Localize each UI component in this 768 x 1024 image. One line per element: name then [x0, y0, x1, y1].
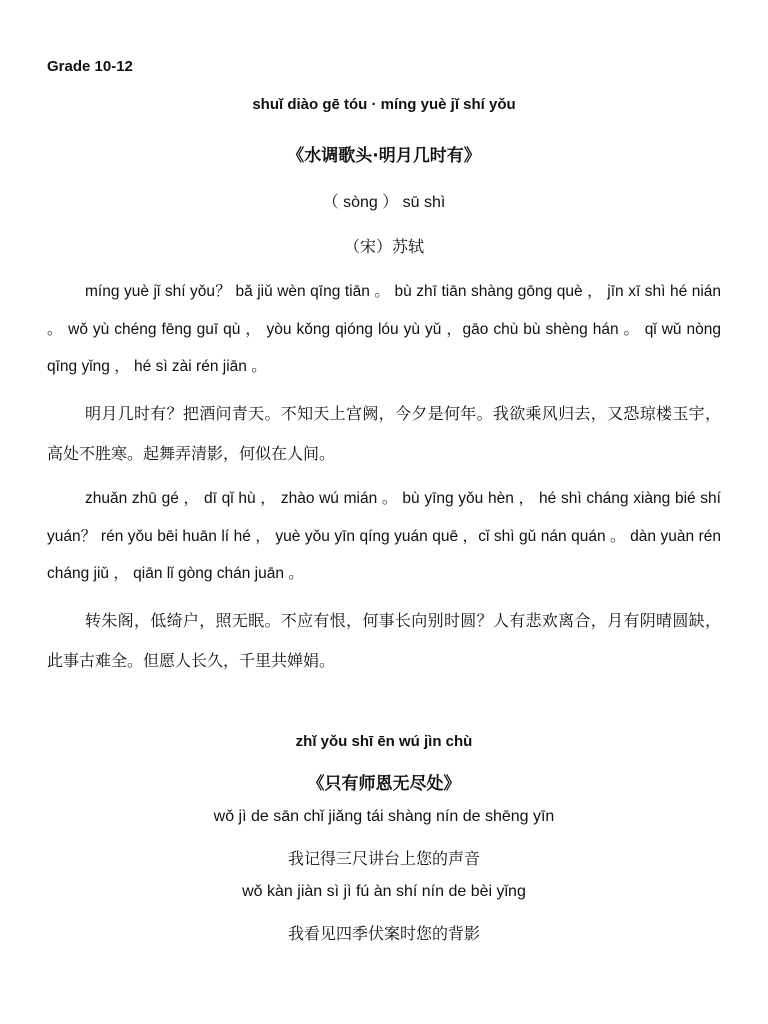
poem1-stanza1-text: 明月几时有？把酒问青天。不知天上宫阙，今夕是何年。我欲乘风归去，又恐琼楼玉宇，高处不胜寒。起舞弄清影，何似在人间。 — [47, 404, 721, 463]
poem2-line-text: 我看见四季伏案时您的背影 — [287, 924, 480, 943]
poem2-line-pinyin: wǒ jì de sān chǐ jiǎng tái shàng nín de shēng yīn — [213, 808, 555, 825]
poem1-stanza1-pinyin: míng yuè jǐ shí yǒu？ bǎ jiǔ wèn qīng tiān 。 bù zhī tiān shàng gōng què ， jīn xī shì hé nián 。 wǒ yù chéng fēng guī qù ， yòu kǒng qióng lóu yù yǔ ，gāo chù bù shèng hán 。 qǐ wǔ nòng qīng yǐng ， hé sì zài rén jiān 。 — [47, 283, 721, 375]
grade-level: Grade 10-12 — [47, 58, 133, 75]
poem2-title-pinyin: zhǐ yǒu shī ēn wú jìn chù — [295, 733, 473, 750]
poem2-line-text: 我记得三尺讲台上您的声音 — [287, 849, 480, 868]
poem1-title-pinyin: shuǐ diào gē tóu · míng yuè jǐ shí yǒu — [252, 96, 516, 113]
poem1-title: 《水调歌头·明月几时有》 — [287, 146, 481, 166]
poem2-line-pinyin: wǒ kàn jiàn sì jì fú àn shí nín de bèi yǐng — [242, 883, 526, 900]
poem1-stanza2-pinyin: zhuǎn zhū gé ， dī qǐ hù ， zhào wú mián 。 bù yīng yǒu hèn ， hé shì cháng xiàng bié shí yuán？ rén yǒu bēi huān lí hé ， yuè yǒu yīn qíng yuán quē ，cǐ shì gǔ nán quán 。 dàn yuàn rén cháng jiǔ ， qiān lǐ gòng chán juān 。 — [47, 490, 721, 582]
poem2-title: 《只有师恩无尽处》 — [307, 774, 461, 794]
poem1-author-pinyin: （ sòng ） sū shì — [322, 194, 446, 211]
poem1-author: （宋）苏轼 — [343, 237, 424, 256]
poem1-stanza2-text: 转朱阁，低绮户，照无眠。不应有恨，何事长向别时圆？人有悲欢离合，月有阴晴圆缺，此事古难全。但愿人长久，千里共婵娟。 — [47, 611, 721, 670]
